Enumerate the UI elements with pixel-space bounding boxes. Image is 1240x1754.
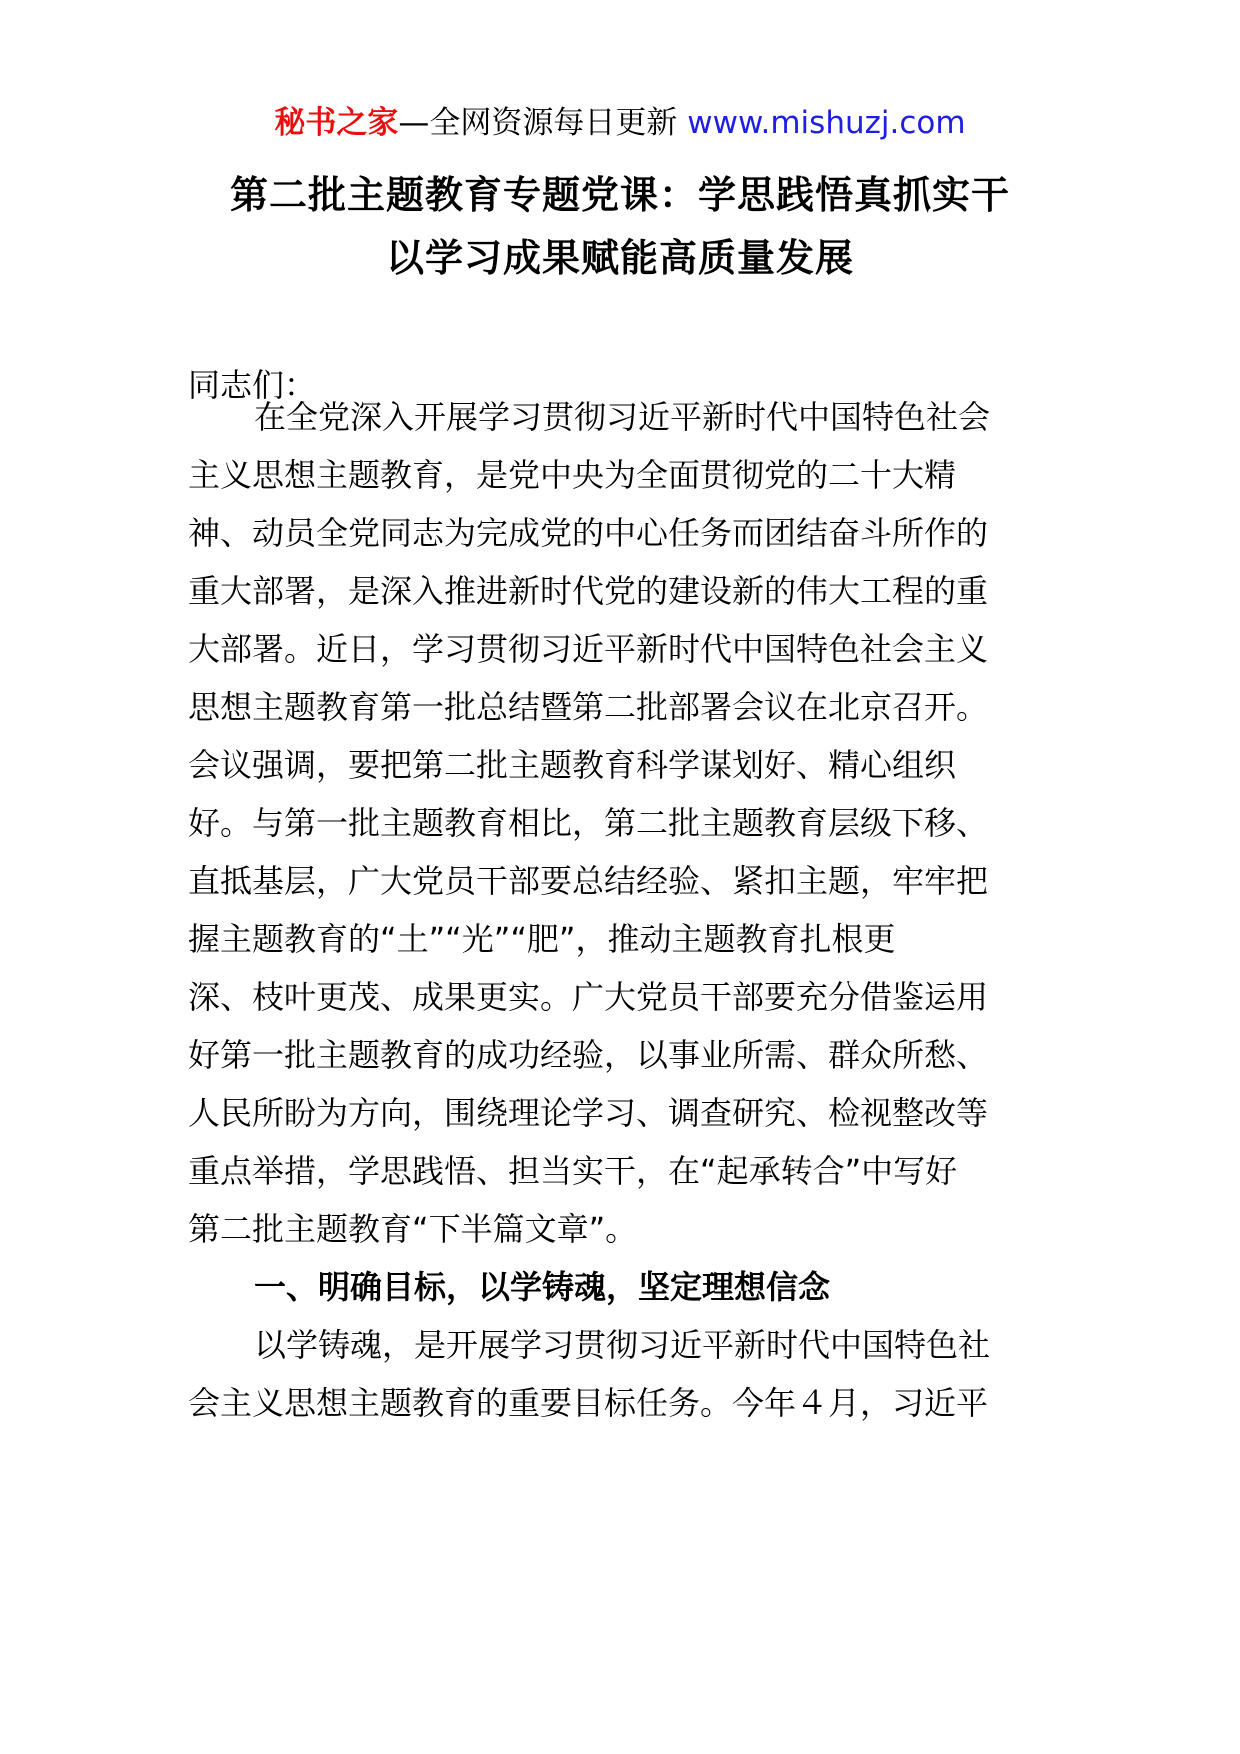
paragraph-line: 好。与第一批主题教育相比，第二批主题教育层级下移、 (188, 804, 989, 842)
header-tagline: 全网资源每日更新 (429, 105, 678, 141)
site-url-link[interactable]: www.mishuzj.com (687, 105, 966, 141)
paragraph-line: 重点举措，学思践悟、担当实干，在“起承转合”中写好 (188, 1152, 958, 1190)
paragraph-line: 主义思想主题教育，是党中央为全面贯彻党的二十大精 (188, 456, 957, 494)
document-title-line-1: 第二批主题教育专题党课：学思践悟真抓实干 (229, 173, 1010, 217)
paragraph-line: 直抵基层，广大党员干部要总结经验、紧扣主题，牢牢把 (188, 862, 989, 900)
paragraph-line: 重大部署，是深入推进新时代党的建设新的伟大工程的重 (188, 572, 989, 610)
paragraph-line: 第二批主题教育“下半篇文章”。 (188, 1210, 638, 1248)
paragraph-line: 握主题教育的“土”“光”“肥”，推动主题教育扎根更 (188, 920, 896, 958)
paragraph-line: 会议强调，要把第二批主题教育科学谋划好、精心组织 (188, 746, 957, 784)
paragraph-line: 人民所盼为方向，围绕理论学习、调查研究、检视整改等 (188, 1094, 989, 1132)
paragraph-line: 会主义思想主题教育的重要目标任务。今年４月，习近平 (188, 1384, 989, 1422)
site-header (0, 103, 1240, 143)
paragraph-line: 思想主题教育第一批总结暨第二批部署会议在北京召开。 (188, 688, 989, 726)
greeting: 同志们： (188, 366, 317, 404)
section-heading-1: 一、明确目标，以学铸魂，坚定理想信念 (254, 1268, 831, 1306)
brand-name: 秘书之家 (274, 105, 399, 141)
header-dash: — (398, 105, 430, 141)
paragraph-line: 神、动员全党同志为完成党的中心任务而团结奋斗所作的 (188, 514, 989, 552)
paragraph-line: 在全党深入开展学习贯彻习近平新时代中国特色社会 (254, 398, 991, 436)
paragraph-line: 以学铸魂，是开展学习贯彻习近平新时代中国特色社 (254, 1326, 991, 1364)
paragraph-line: 深、枝叶更茂、成果更实。广大党员干部要充分借鉴运用 (188, 978, 989, 1016)
paragraph-line: 好第一批主题教育的成功经验，以事业所需、群众所愁、 (188, 1036, 989, 1074)
paragraph-line: 大部署。近日，学习贯彻习近平新时代中国特色社会主义 (188, 630, 989, 668)
document-title-line-2: 以学习成果赋能高质量发展 (385, 236, 854, 280)
